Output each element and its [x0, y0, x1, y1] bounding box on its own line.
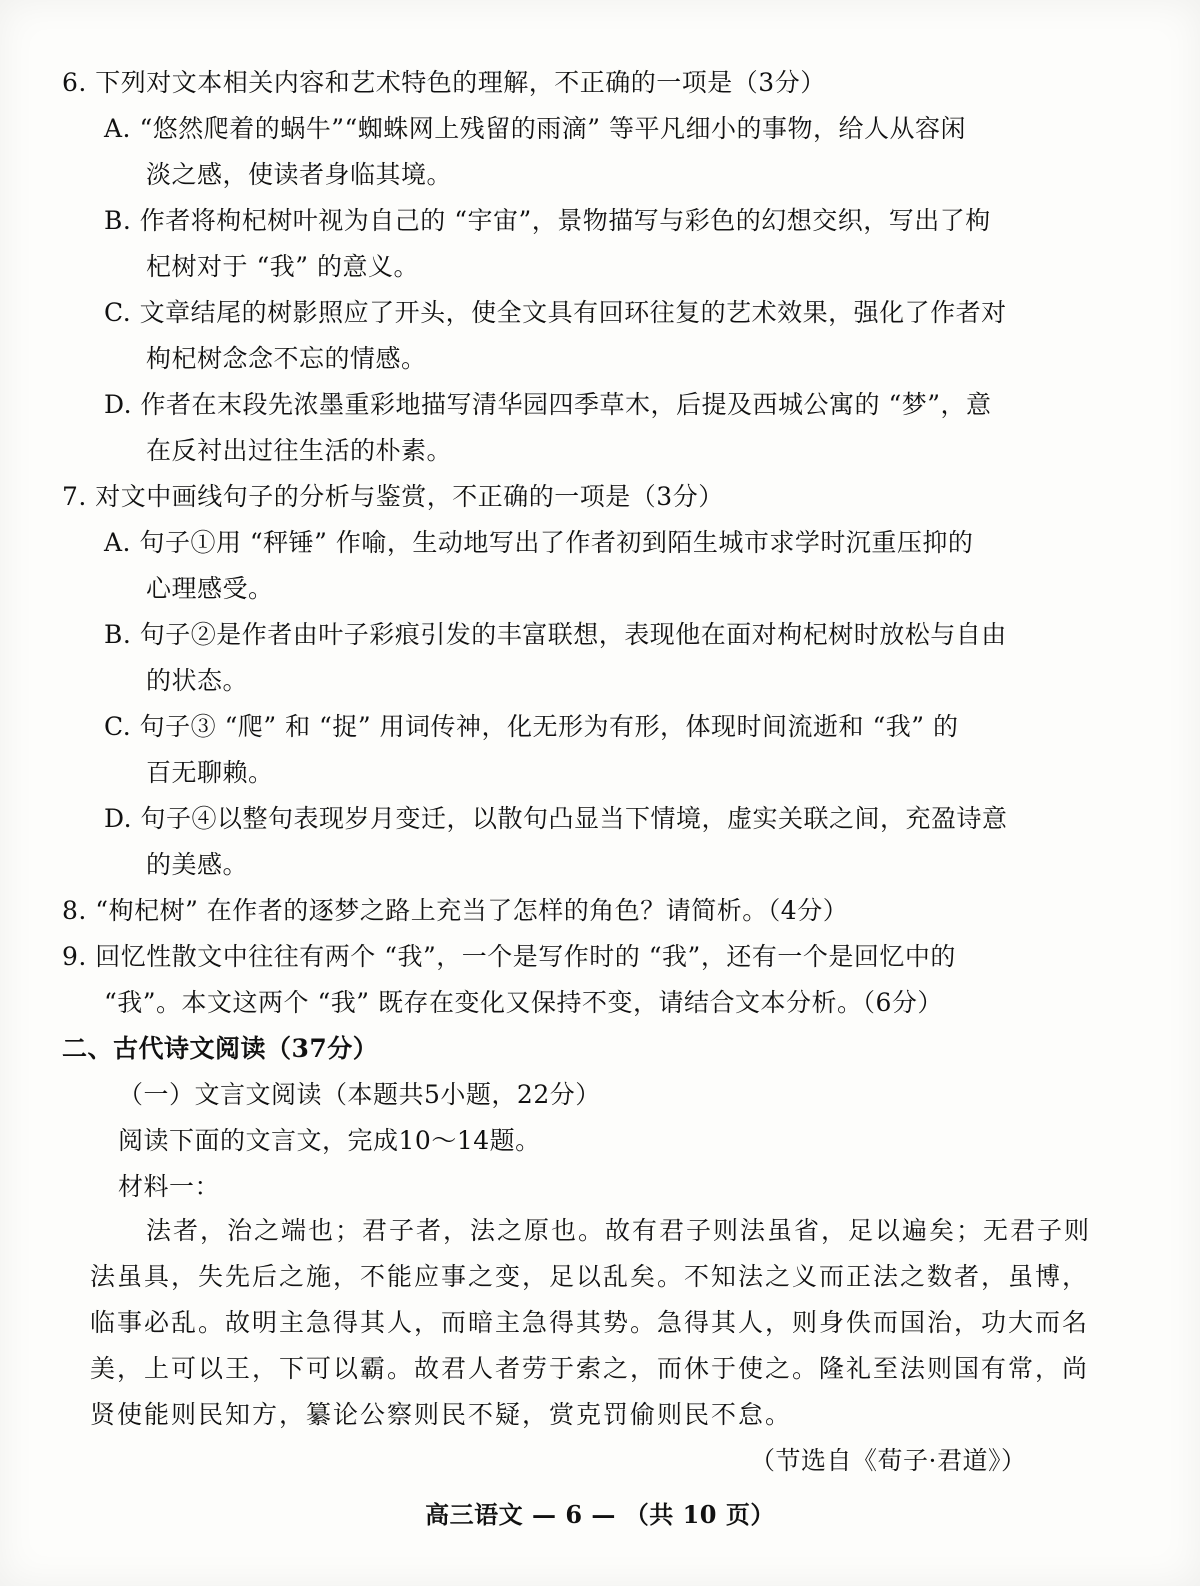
q6-option-c-cont: 枸杞树念念不忘的情感。	[146, 344, 427, 373]
question-9: 9. 回忆性散文中往往有两个 “我”，一个是写作时的 “我”，还有一个是回忆中的	[62, 942, 956, 971]
material-label: 材料一：	[118, 1172, 221, 1201]
q6-option-a-cont: 淡之感，使读者身临其境。	[146, 160, 453, 189]
passage-line: 美，上可以王，下可以霸。故君人者劳于索之，而休于使之。隆礼至法则国有常，尚	[90, 1354, 1090, 1383]
page-footer: 高三语文 — 6 — （共 10 页）	[425, 1500, 775, 1529]
passage-line: 法者，治之端也；君子者，法之原也。故有君子则法虽省，足以遍矣；无君子则	[146, 1216, 1092, 1245]
section-2-title: 二、古代诗文阅读（37分）	[62, 1034, 379, 1063]
q7-option-a-cont: 心理感受。	[146, 574, 274, 603]
q7-option-a: A. 句子①用 “秤锤” 作喻，生动地写出了作者初到陌生城市求学时沉重压抑的	[104, 528, 974, 557]
q7-option-c-cont: 百无聊赖。	[146, 758, 274, 787]
q6-option-b-cont: 杞树对于 “我” 的意义。	[146, 252, 419, 281]
q7-option-b-cont: 的状态。	[146, 666, 249, 695]
question-7-stem: 7. 对文中画线句子的分析与鉴赏，不正确的一项是（3分）	[62, 482, 724, 511]
q7-option-b: B. 句子②是作者由叶子彩痕引发的丰富联想，表现他在面对枸杞树时放松与自由	[104, 620, 1007, 649]
q6-option-c: C. 文章结尾的树影照应了开头，使全文具有回环往复的艺术效果，强化了作者对	[104, 298, 1007, 327]
q6-option-d: D. 作者在末段先浓墨重彩地描写清华园四季草木，后提及西城公寓的 “梦”，意	[104, 390, 992, 419]
passage-line: 贤使能则民知方，纂论公察则民不疑，赏克罚偷则民不怠。	[90, 1400, 793, 1429]
passage-line: 临事必乱。故明主急得其人，而暗主急得其势。急得其人，则身佚而国治，功大而名	[90, 1308, 1090, 1337]
q6-option-a: A. “悠然爬着的蜗牛”“蜘蛛网上残留的雨滴” 等平凡细小的事物，给人从容闲	[104, 114, 967, 143]
q7-option-d-cont: 的美感。	[146, 850, 249, 879]
passage-line: 法虽具，失先后之施，不能应事之变，足以乱矣。不知法之义而正法之数者，虽博，	[90, 1262, 1090, 1291]
passage-source: （节选自《荀子·君道》）	[750, 1446, 1027, 1475]
question-9-cont: “我”。本文这两个 “我” 既存在变化又保持不变，请结合文本分析。（6分）	[104, 988, 943, 1017]
question-8: 8. “枸杞树” 在作者的逐梦之路上充当了怎样的角色？请简析。（4分）	[62, 896, 849, 925]
q6-option-b: B. 作者将枸杞树叶视为自己的 “宇宙”，景物描写与彩色的幻想交织，写出了枸	[104, 206, 991, 235]
subsection-1-title: （一）文言文阅读（本题共5小题，22分）	[118, 1080, 601, 1109]
q6-option-d-cont: 在反衬出过往生活的朴素。	[146, 436, 453, 465]
question-6-stem: 6. 下列对文本相关内容和艺术特色的理解，不正确的一项是（3分）	[62, 68, 826, 97]
reading-instruction: 阅读下面的文言文，完成10～14题。	[118, 1126, 541, 1155]
q7-option-c: C. 句子③ “爬” 和 “捉” 用词传神，化无形为有形，体现时间流逝和 “我” 的	[104, 712, 959, 741]
q7-option-d: D. 句子④以整句表现岁月变迁，以散句凸显当下情境，虚实关联之间，充盈诗意	[104, 804, 1008, 833]
